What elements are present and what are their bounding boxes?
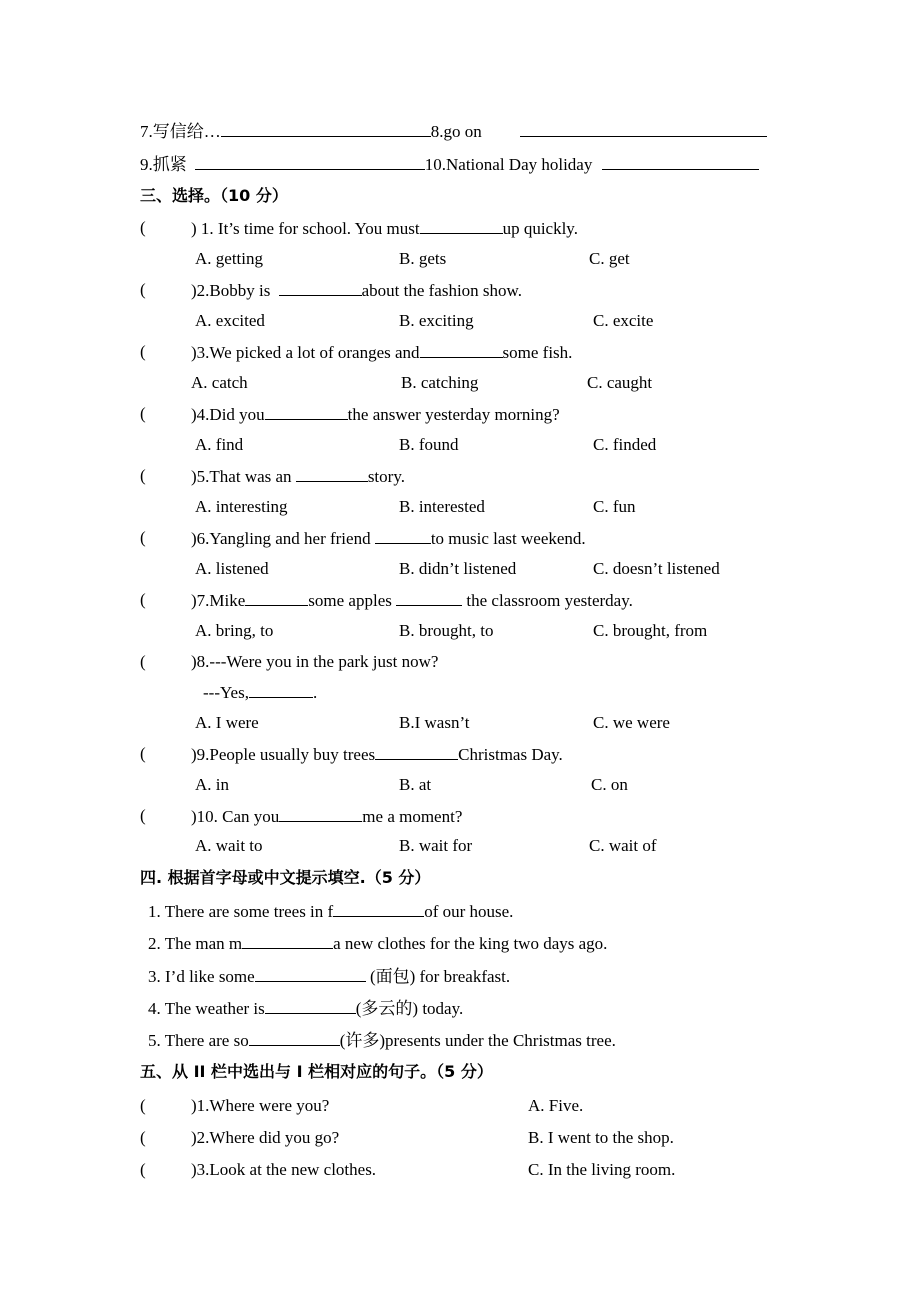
option-c: C. get xyxy=(589,249,630,268)
vocab-item-10: 10.National Day holiday xyxy=(424,155,593,174)
match-left-1: )1.Where were you? xyxy=(191,1096,330,1115)
option-a: A. catch xyxy=(191,373,248,392)
answer-blank[interactable] xyxy=(221,120,431,137)
answer-blank[interactable] xyxy=(333,900,424,917)
answer-blank[interactable] xyxy=(249,1029,340,1046)
match-left-2: )2.Where did you go? xyxy=(191,1128,340,1147)
option-c: C. finded xyxy=(593,435,657,454)
option-b: B. didn’t listened xyxy=(399,559,517,578)
option-c: C. caught xyxy=(587,373,653,392)
answer-blank[interactable] xyxy=(265,997,356,1014)
option-b: B. at xyxy=(399,775,432,794)
vocab-item-8: 8.go on xyxy=(430,122,482,141)
fill-item-5: 5. There are so (许多)presents under the Christmas tree. xyxy=(148,1031,616,1050)
option-c: C. excite xyxy=(593,311,654,330)
option-a: A. in xyxy=(195,775,229,794)
answer-blank[interactable] xyxy=(242,932,333,949)
answer-blank[interactable] xyxy=(255,965,366,982)
answer-blank[interactable] xyxy=(375,743,458,760)
vocab-row-9 xyxy=(140,153,759,176)
section-4-title: 四. 根据首字母或中文提示填空.（5 分） xyxy=(140,868,431,887)
option-c: C. doesn’t listened xyxy=(593,559,720,578)
answer-paren[interactable]: ( xyxy=(140,652,146,671)
question-6: )6.Yangling and her friend to music last weekend. xyxy=(191,529,586,548)
match-right-b: B. I went to the shop. xyxy=(528,1128,674,1147)
answer-blank[interactable] xyxy=(195,153,425,170)
answer-blank[interactable] xyxy=(420,341,503,358)
answer-paren[interactable]: ( xyxy=(140,404,146,423)
option-a: A. bring, to xyxy=(195,621,274,640)
answer-paren[interactable]: ( xyxy=(140,744,146,763)
answer-blank[interactable] xyxy=(602,153,759,170)
option-a: A. listened xyxy=(195,559,269,578)
option-b: B. wait for xyxy=(399,836,473,855)
match-left-3: )3.Look at the new clothes. xyxy=(191,1160,377,1179)
question-7: )7.Mike some apples the classroom yesterday. xyxy=(191,591,633,610)
option-b: B. brought, to xyxy=(399,621,494,640)
question-1: ) 1. It’s time for school. You must up quickly. xyxy=(191,219,578,238)
question-2: )2.Bobby is about the fashion show. xyxy=(191,281,522,300)
option-a: A. getting xyxy=(195,249,263,268)
answer-blank[interactable] xyxy=(396,589,462,606)
section-5-title: 五、从 II 栏中选出与 I 栏相对应的句子。（5 分） xyxy=(140,1062,493,1081)
option-b: B. exciting xyxy=(399,311,474,330)
question-5: )5.That was an story. xyxy=(191,467,405,486)
section-3-title: 三、选择。（10 分） xyxy=(140,186,288,205)
answer-paren[interactable]: ( xyxy=(140,466,146,485)
question-4: )4.Did you the answer yesterday morning? xyxy=(191,405,560,424)
question-9: )9.People usually buy trees Christmas Day. xyxy=(191,745,563,764)
answer-blank[interactable] xyxy=(245,589,308,606)
match-right-c: C. In the living room. xyxy=(528,1160,676,1179)
option-b: B. interested xyxy=(399,497,485,516)
fill-item-2: 2. The man m a new clothes for the king two days ago. xyxy=(148,934,608,953)
vocab-item-7: 7.写信给… xyxy=(140,122,221,141)
question-3: )3.We picked a lot of oranges and some fish. xyxy=(191,343,573,362)
option-c: C. fun xyxy=(593,497,636,516)
option-a: A. I were xyxy=(195,713,259,732)
option-c: C. we were xyxy=(593,713,670,732)
answer-blank[interactable] xyxy=(279,279,362,296)
answer-paren[interactable]: ( xyxy=(140,342,146,361)
answer-blank[interactable] xyxy=(520,120,767,137)
answer-blank[interactable] xyxy=(249,681,313,698)
fill-item-1: 1. There are some trees in f of our house. xyxy=(148,902,514,921)
answer-blank[interactable] xyxy=(420,217,503,234)
vocab-item-9: 9.抓紧 xyxy=(140,155,187,174)
question-10: )10. Can you me a moment? xyxy=(191,807,463,826)
answer-paren[interactable]: ( xyxy=(140,806,146,825)
answer-paren[interactable]: ( xyxy=(140,1096,146,1115)
option-b: B.I wasn’t xyxy=(399,713,470,732)
answer-blank[interactable] xyxy=(296,465,368,482)
option-b: B. found xyxy=(399,435,459,454)
option-c: C. wait of xyxy=(589,836,657,855)
option-a: A. interesting xyxy=(195,497,288,516)
vocab-row-7 xyxy=(140,120,767,143)
match-right-a: A. Five. xyxy=(528,1096,584,1115)
answer-paren[interactable]: ( xyxy=(140,1128,146,1147)
answer-blank[interactable] xyxy=(265,403,348,420)
option-b: B. gets xyxy=(399,249,447,268)
option-a: A. wait to xyxy=(195,836,263,855)
option-a: A. excited xyxy=(195,311,265,330)
answer-paren[interactable]: ( xyxy=(140,1160,146,1179)
answer-blank[interactable] xyxy=(279,805,362,822)
answer-blank[interactable] xyxy=(375,527,431,544)
question-8: )8.---Were you in the park just now? xyxy=(191,652,439,671)
answer-paren[interactable]: ( xyxy=(140,528,146,547)
option-b: B. catching xyxy=(401,373,479,392)
option-c: C. on xyxy=(591,775,628,794)
answer-paren[interactable]: ( xyxy=(140,590,146,609)
answer-paren[interactable]: ( xyxy=(140,218,146,237)
question-8-line2: ---Yes, . xyxy=(203,683,318,702)
fill-item-4: 4. The weather is (多云的) today. xyxy=(148,999,464,1018)
answer-paren[interactable]: ( xyxy=(140,280,146,299)
option-c: C. brought, from xyxy=(593,621,708,640)
fill-item-3: 3. I’d like some (面包) for breakfast. xyxy=(148,967,511,986)
option-a: A. find xyxy=(195,435,244,454)
